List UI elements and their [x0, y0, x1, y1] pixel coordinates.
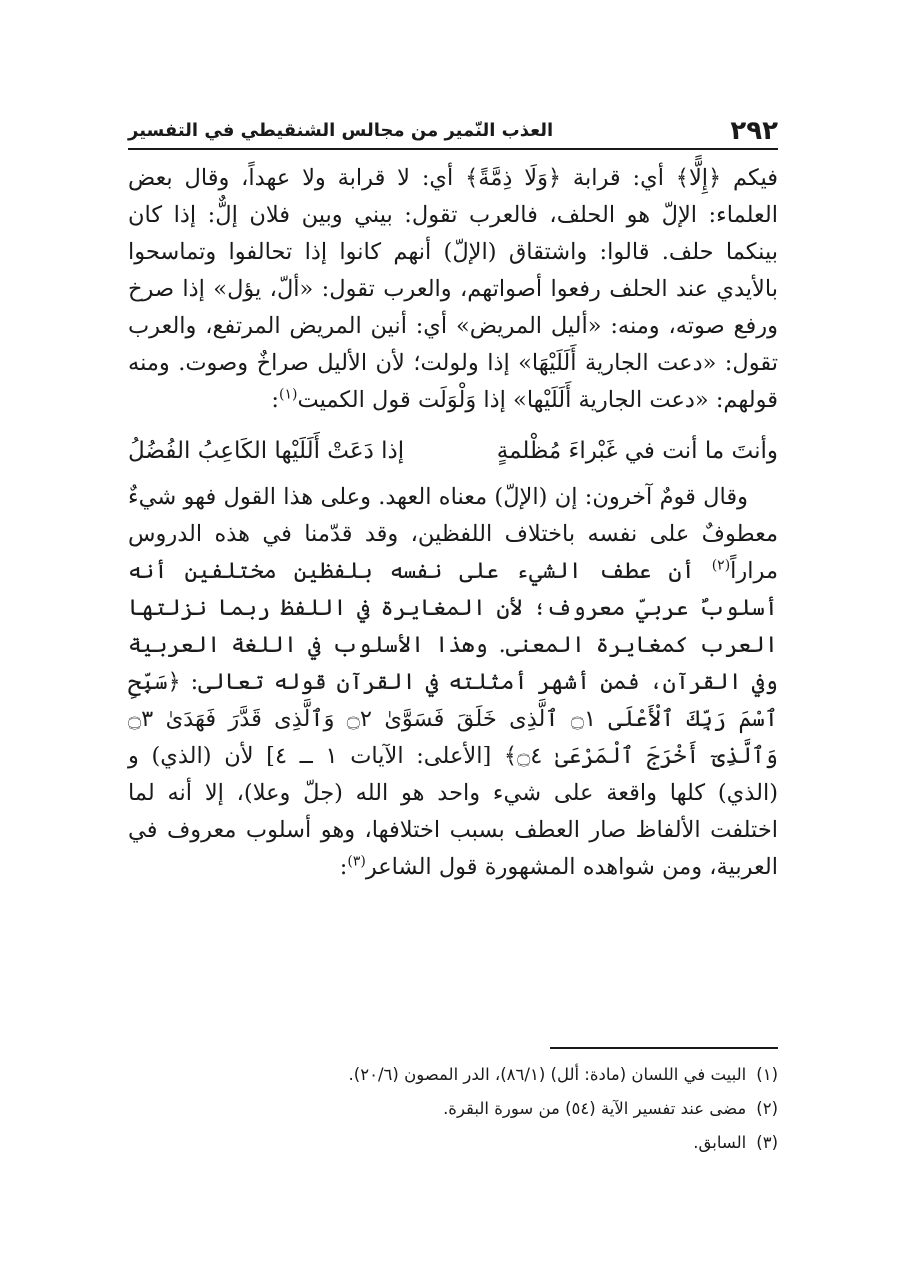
footnote-2: [128, 1092, 778, 1126]
header-divider: [128, 148, 778, 150]
verse-first-hemistich: وأنتَ ما أنت في غَبْراءَ مُظْلمةٍ: [496, 438, 778, 464]
footnote-3: [128, 1126, 778, 1160]
footnote-ref-3[interactable]: (٣): [347, 853, 366, 870]
footnotes: [128, 1058, 778, 1160]
footnote-ref-2[interactable]: (٢): [711, 557, 731, 574]
footnote-marker: (١): [756, 1065, 778, 1084]
paragraph-2-text-a: وقال قومٌ آخرون: إن (الإلّ) معناه العهد. وعلى هذا القول فهو شيءٌ معطوفٌ على نفسه باختلاف اللفظين، وقد قدّمنا في هذه الدروس مراراً: [128, 484, 778, 584]
paragraph-2-end: :: [339, 854, 348, 880]
footnote-text: البيت في اللسان (مادة: ألل) (٨٦/١)، الدر المصون (٢٠/٦).: [348, 1065, 747, 1084]
footnote-marker: (٢): [756, 1099, 778, 1118]
paragraph-2: [128, 479, 778, 886]
main-text: [128, 160, 778, 886]
footnote-1: [128, 1058, 778, 1092]
running-title: العذب النّمير من مجالس الشنقيطي في التفسير: [128, 120, 554, 141]
footnote-ref-1[interactable]: (١): [279, 386, 298, 403]
footnote-text: مضى عند تفسير الآية (٥٤) من سورة البقرة.: [443, 1099, 747, 1118]
paragraph-1-end: :: [271, 387, 280, 413]
verse-second-hemistich: إذا دَعَتْ أَلَلَيْها الكَاعِبُ الفُضُلُ: [128, 438, 405, 464]
footnote-marker: (٣): [756, 1133, 778, 1152]
poetry-verse: [128, 431, 778, 471]
paragraph-1: [128, 160, 778, 419]
page-number: ٢٩٢: [730, 116, 778, 146]
footnote-text: السابق.: [693, 1133, 747, 1152]
paragraph-1-text: فيكم ﴿إِلًّا﴾ أي: قرابة ﴿وَلَا ذِمَّةً﴾ أي: لا قرابة ولا عهداً، وقال بعض العلماء: الإلّ هو الحلف، فالعرب تقول: بيني وبين فلان إلٌّ: إذا كان بينكما حلف. قالوا: واشتقاق (الإلّ) أنهم كانوا إذا تحالفوا وتماسحوا بالأيدي عند الحلف رفعوا أصواتهم، والعرب تقول: «ألّ، يؤل» إذا صرخ ورفع صوته، ومنه: «أليل المريض» أي: أنين المريض المرتفع، والعرب تقول: «دعت الجارية أَلَلَيْهَا» إذا ولولت؛ لأن الأليل صراخٌ وصوت. ومنه قولهم: «دعت الجارية أَلَلَيْها» إذا وَلْوَلَت قول الكميت: [128, 165, 778, 413]
paragraph-2-text-b: أن عطف الشيء على نفسه بلفظين مختلفين أنه أسلوبٌ عربيّ معروف؛ لأن المغايرة في اللفظ ربما نزلتها العرب كمغايرة المعنى. وهذا الأسلوب في اللغة العربية وفي القرآن، فمن أشهر أمثلته في القرآن قوله تعالى: ﴿سَبِّحِ ٱسْمَ رَبِّكَ ٱلْأَعْلَى ۝١ ٱلَّذِى خَلَقَ فَسَوَّىٰ ۝٢ وَٱلَّذِى قَدَّرَ فَهَدَىٰ ۝٣ وَٱلَّذِىٓ أَخْرَجَ ٱلْمَرْعَىٰ ۝٤﴾ [الأعلى: الآيات ١ ــ ٤] لأن (الذي) و (الذي) كلها واقعة على شيء واحد هو الله (جلّ وعلا)، إلا أنه لما اختلفت الألفاظ صار العطف بسبب اختلافها، وهو أسلوب معروف في العربية، ومن شواهده المشهورة قول الشاعر: [128, 558, 778, 880]
running-header: [128, 108, 778, 146]
footnote-divider: [550, 1047, 778, 1049]
